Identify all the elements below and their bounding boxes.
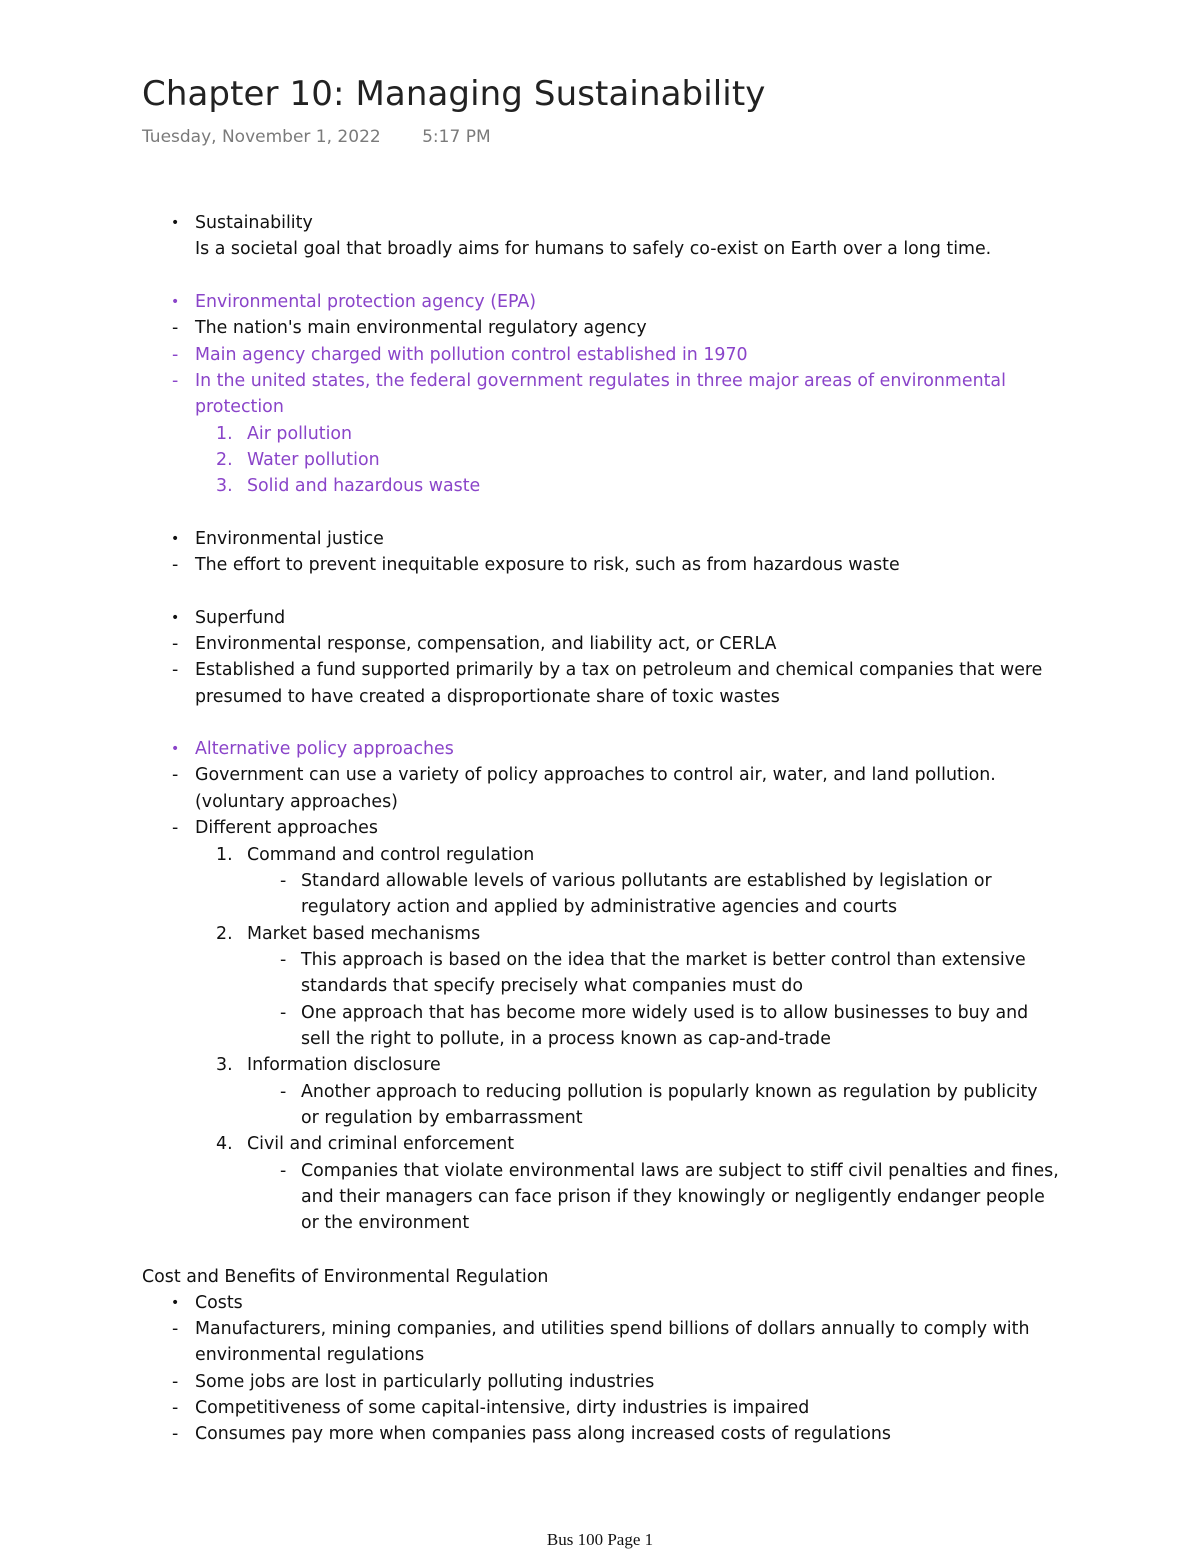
note-line-text: or the environment: [301, 1213, 470, 1233]
bullet-marker: •: [171, 741, 180, 757]
note-line: [0, 1210, 1200, 1237]
note-line: [0, 1264, 1200, 1291]
note-line-text: In the united states, the federal government regulates in three major areas of environmental: [195, 371, 1006, 391]
note-line: [0, 1290, 1200, 1317]
number-marker: 3.: [216, 476, 233, 496]
note-line-text: or regulation by embarrassment: [301, 1108, 583, 1128]
note-line: [0, 447, 1200, 474]
note-line-text: Solid and hazardous waste: [247, 476, 481, 496]
dash-marker: -: [172, 345, 179, 365]
note-line: [0, 1158, 1200, 1185]
note-line-text: Standard allowable levels of various pollutants are established by legislation or: [301, 871, 992, 891]
note-line: [0, 1316, 1200, 1343]
note-line: [0, 552, 1200, 579]
note-line: [0, 342, 1200, 369]
note-line-text: Main agency charged with pollution control established in 1970: [195, 345, 748, 365]
note-line-text: (voluntary approaches): [195, 792, 398, 812]
number-marker: 4.: [216, 1134, 233, 1154]
note-line: [0, 657, 1200, 684]
bullet-marker: •: [171, 294, 180, 310]
note-line-text: sell the right to pollute, in a process known as cap-and-trade: [301, 1029, 831, 1049]
note-line-text: Command and control regulation: [247, 845, 535, 865]
note-line-text: Established a fund supported primarily by a tax on petroleum and chemical companies that were: [195, 660, 1043, 680]
note-line-text: Another approach to reducing pollution is popularly known as regulation by publicity: [301, 1082, 1038, 1102]
number-marker: 2.: [216, 450, 233, 470]
dash-marker: -: [280, 1161, 287, 1181]
note-line-text: Cost and Benefits of Environmental Regulation: [142, 1267, 549, 1287]
note-line: [0, 526, 1200, 553]
note-line-text: Environmental response, compensation, and liability act, or CERLA: [195, 634, 777, 654]
dash-marker: -: [172, 318, 179, 338]
number-marker: 1.: [216, 845, 233, 865]
dash-marker: -: [280, 871, 287, 891]
dash-marker: -: [172, 555, 179, 575]
dash-marker: -: [172, 634, 179, 654]
note-line: [0, 1184, 1200, 1211]
note-line: [0, 1421, 1200, 1448]
note-line-text: presumed to have created a disproportionate share of toxic wastes: [195, 687, 780, 707]
page-footer: Bus 100 Page 1: [546, 1530, 654, 1549]
page-title: Chapter 10: Managing Sustainability: [142, 74, 766, 114]
number-marker: 1.: [216, 424, 233, 444]
note-line-text: Superfund: [195, 608, 286, 628]
page-time: 5:17 PM: [422, 127, 491, 147]
note-line: [0, 762, 1200, 789]
note-line-text: standards that specify precisely what companies must do: [301, 976, 803, 996]
bullet-marker: •: [171, 531, 180, 547]
note-line: [0, 631, 1200, 658]
note-line: [0, 210, 1200, 237]
note-line: [0, 1026, 1200, 1053]
note-line-text: Government can use a variety of policy approaches to control air, water, and land pollution.: [195, 765, 996, 785]
note-line-text: Different approaches: [195, 818, 378, 838]
dash-marker: -: [172, 660, 179, 680]
dash-marker: -: [172, 1398, 179, 1418]
note-line-text: Costs: [195, 1293, 243, 1313]
dash-marker: -: [172, 1372, 179, 1392]
note-line: [0, 368, 1200, 395]
note-line: [0, 921, 1200, 948]
page-timestamp: [142, 127, 491, 147]
dash-marker: -: [172, 765, 179, 785]
number-marker: 3.: [216, 1055, 233, 1075]
page-date: Tuesday, November 1, 2022: [142, 127, 381, 147]
bullet-marker: •: [171, 1295, 180, 1311]
note-line: [0, 236, 1200, 263]
note-line: [0, 394, 1200, 421]
note-line: [0, 868, 1200, 895]
note-line-text: Environmental justice: [195, 529, 384, 549]
note-line: [0, 815, 1200, 842]
note-line: [0, 421, 1200, 448]
note-line-text: Sustainability: [195, 213, 313, 233]
note-line: [0, 1105, 1200, 1132]
note-line: [0, 736, 1200, 763]
note-line: [0, 842, 1200, 869]
number-marker: 2.: [216, 924, 233, 944]
note-line: [0, 1131, 1200, 1158]
note-line-text: One approach that has become more widely used is to allow businesses to buy and: [301, 1003, 1029, 1023]
note-line-text: Civil and criminal enforcement: [247, 1134, 515, 1154]
note-line: [0, 1079, 1200, 1106]
note-line-text: Consumes pay more when companies pass along increased costs of regulations: [195, 1424, 891, 1444]
note-line: [0, 315, 1200, 342]
note-line-text: Environmental protection agency (EPA): [195, 292, 537, 312]
bullet-marker: •: [171, 215, 180, 231]
dash-marker: -: [172, 1424, 179, 1444]
note-line-text: regulatory action and applied by administrative agencies and courts: [301, 897, 898, 917]
dash-marker: -: [280, 1003, 287, 1023]
note-line-text: Manufacturers, mining companies, and utilities spend billions of dollars annually to comply with: [195, 1319, 1030, 1339]
note-line: [0, 473, 1200, 500]
note-line-text: environmental regulations: [195, 1345, 425, 1365]
dash-marker: -: [172, 818, 179, 838]
note-line: [0, 289, 1200, 316]
note-line: [0, 1052, 1200, 1079]
note-line-text: The effort to prevent inequitable exposure to risk, such as from hazardous waste: [195, 555, 900, 575]
note-line-text: protection: [195, 397, 284, 417]
note-line: [0, 947, 1200, 974]
note-line-text: Water pollution: [247, 450, 380, 470]
note-line: [0, 1000, 1200, 1027]
note-line: [0, 1369, 1200, 1396]
dash-marker: -: [280, 950, 287, 970]
note-line: [0, 1395, 1200, 1422]
note-line-text: and their managers can face prison if they knowingly or negligently endanger people: [301, 1187, 1045, 1207]
note-line-text: Companies that violate environmental laws are subject to stiff civil penalties and fines,: [301, 1161, 1059, 1181]
bullet-marker: •: [171, 610, 180, 626]
dash-marker: -: [280, 1082, 287, 1102]
note-line-text: Information disclosure: [247, 1055, 441, 1075]
note-line-text: Air pollution: [247, 424, 353, 444]
note-line: [0, 684, 1200, 711]
dash-marker: -: [172, 371, 179, 391]
note-line: [0, 894, 1200, 921]
note-line-text: Alternative policy approaches: [195, 739, 454, 759]
note-line-text: Market based mechanisms: [247, 924, 481, 944]
note-line: [0, 1342, 1200, 1369]
note-line-text: Is a societal goal that broadly aims for humans to safely co-exist on Earth over a long time.: [195, 239, 992, 259]
note-line-text: Some jobs are lost in particularly polluting industries: [195, 1372, 655, 1392]
note-line-text: This approach is based on the idea that the market is better control than extensive: [301, 950, 1026, 970]
dash-marker: -: [172, 1319, 179, 1339]
note-line: [0, 973, 1200, 1000]
note-line: [0, 789, 1200, 816]
note-line-text: The nation's main environmental regulatory agency: [195, 318, 647, 338]
note-line-text: Competitiveness of some capital-intensive, dirty industries is impaired: [195, 1398, 810, 1418]
note-line: [0, 605, 1200, 632]
